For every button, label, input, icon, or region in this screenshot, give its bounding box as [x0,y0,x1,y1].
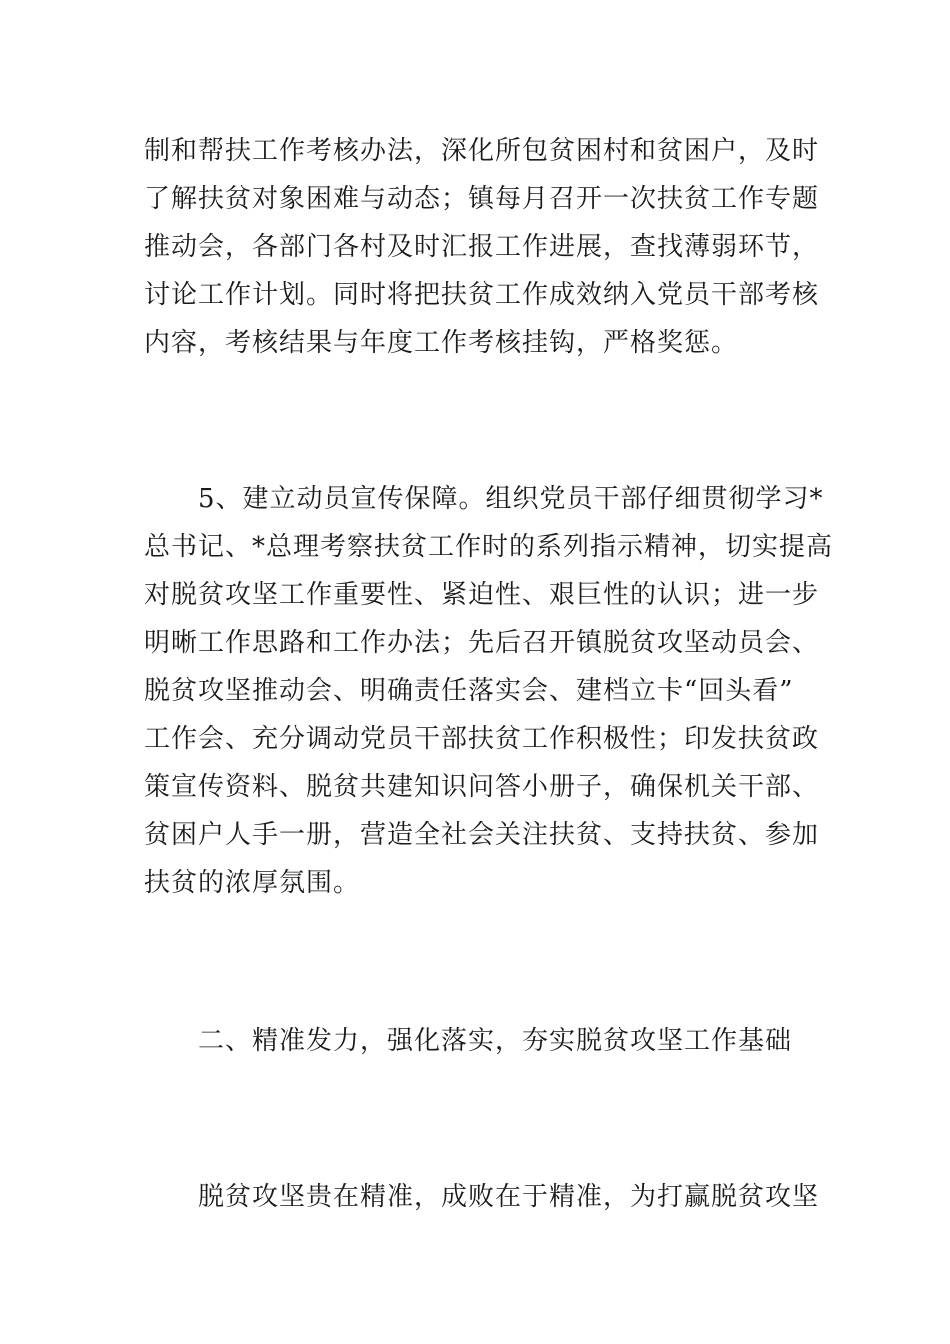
paragraph-1-line-2: 了解扶贫对象困难与动态；镇每月召开一次扶贫工作专题 [144,184,820,214]
paragraph-2-line-6: 工作会、充分调动党员干部扶贫工作积极性；印发扶贫政 [144,724,820,754]
paragraph-1-line-4: 讨论工作计划。同时将把扶贫工作成效纳入党员干部考核 [144,280,820,310]
paragraph-2-line-5: 脱贫攻坚推动会、明确责任落实会、建档立卡“回头看” [144,676,794,706]
paragraph-3-line-1: 脱贫攻坚贵在精准，成败在于精准，为打赢脱贫攻坚 [198,1182,820,1212]
paragraph-2-line-3: 对脱贫攻坚工作重要性、紧迫性、艰巨性的认识；进一步 [144,580,820,610]
paragraph-2-line-9: 扶贫的浓厚氛围。 [144,868,361,898]
section-heading: 二、精准发力，强化落实，夯实脱贫攻坚工作基础 [198,1026,793,1056]
paragraph-2-line-7: 策宣传资料、脱贫共建知识问答小册子，确保机关干部、 [144,772,820,802]
paragraph-1-line-1: 制和帮扶工作考核办法，深化所包贫困村和贫困户，及时 [144,136,820,166]
paragraph-1-line-5: 内容，考核结果与年度工作考核挂钩，严格奖惩。 [144,328,739,358]
paragraph-2-line-8: 贫困户人手一册，营造全社会关注扶贫、支持扶贫、参加 [144,820,820,850]
paragraph-2-line-1: 5、建立动员宣传保障。组织党员干部仔细贯彻学习* [198,484,824,514]
paragraph-2-line-4: 明晰工作思路和工作办法；先后召开镇脱贫攻坚动员会、 [144,628,820,658]
paragraph-1-line-3: 推动会，各部门各村及时汇报工作进展，查找薄弱环节， [144,232,820,262]
paragraph-2-line-2: 总书记、*总理考察扶贫工作时的系列指示精神，切实提高 [144,532,834,562]
